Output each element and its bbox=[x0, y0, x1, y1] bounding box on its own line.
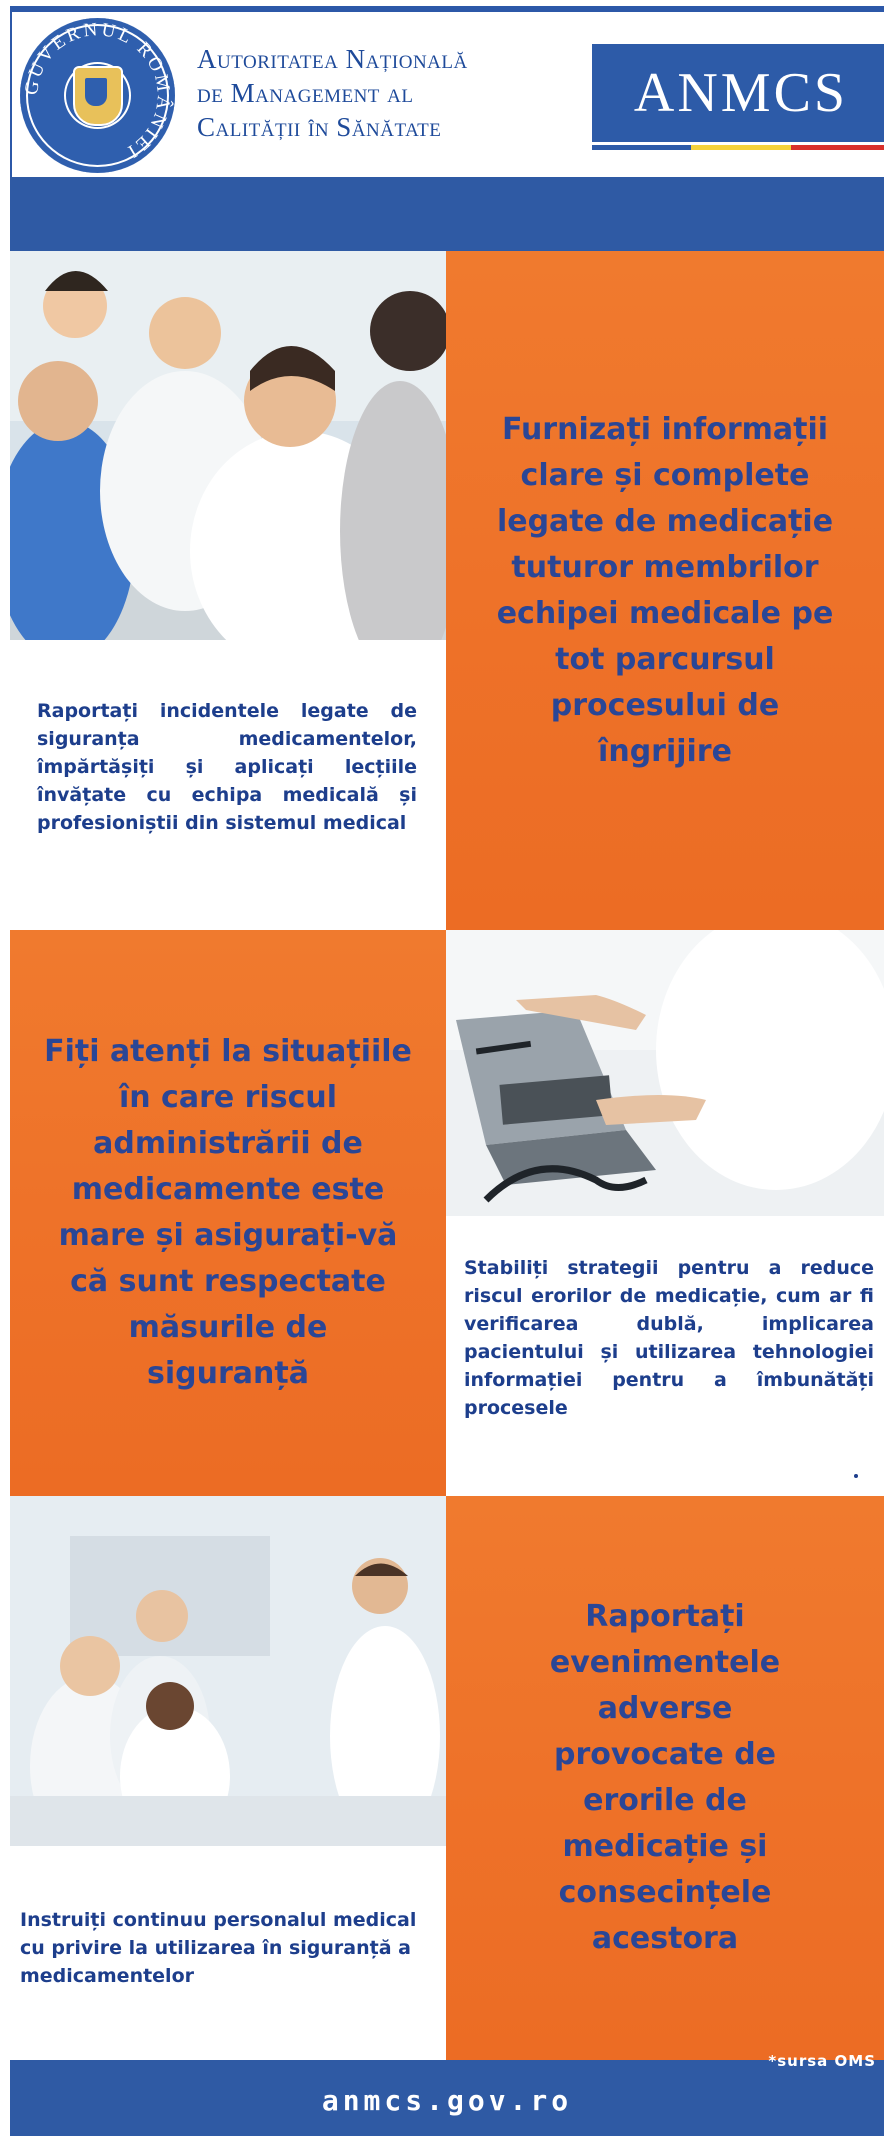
tricolor-stripe bbox=[592, 145, 884, 150]
panel-2-orange bbox=[10, 930, 446, 1496]
panel-1-white-text: Raportați incidentele legate de siguranța medicamentelor, împărtășiți și aplicați lecțiile învățate cu echipa medicală și profesioniștii din sistemul medical bbox=[37, 700, 417, 834]
header-band bbox=[10, 177, 884, 251]
panel-1-white bbox=[10, 640, 446, 930]
panel-1-orange-text: Furnizați informații clare și complete legate de medicație tuturor membrilor echipei medicale pe tot parcursul procesului de îngrijire bbox=[496, 411, 834, 769]
government-seal-logo bbox=[20, 18, 175, 173]
agency-line-2: de Management al bbox=[197, 78, 414, 108]
panel-3-orange bbox=[446, 1496, 884, 2060]
website-link[interactable]: anmcs.gov.ro bbox=[321, 2084, 573, 2117]
panel-1-orange bbox=[446, 251, 884, 930]
panel-3-white bbox=[10, 1846, 446, 2060]
panel-2-white bbox=[446, 1216, 884, 1496]
agency-line-1: Autoritatea Națională bbox=[197, 44, 468, 74]
agency-line-3: Calității în Sănătate bbox=[197, 112, 442, 142]
photo-training-session bbox=[10, 1496, 446, 1846]
header bbox=[10, 12, 884, 177]
source-note: *sursa OMS bbox=[768, 2052, 876, 2070]
panel-2-orange-text: Fiți atenți la situațiile în care riscul administrării de medicamente este mare și asigurați-vă că sunt respectate măsurile de siguranță bbox=[44, 1034, 412, 1391]
agency-name bbox=[197, 42, 617, 144]
photo-laptop-stethoscope bbox=[446, 930, 884, 1216]
panel-2-white-text: Stabiliți strategii pentru a reduce riscul erorilor de medicație, cum ar fi verificarea dublă, implicarea pacientului și utilizarea tehnologiei informației pentru a îmbunătăți procesele bbox=[464, 1257, 874, 1419]
stray-dot bbox=[854, 1474, 858, 1478]
panel-3-orange-text: Raportați evenimentele adverse provocate de erorile de medicație și consecințele acestora bbox=[549, 1599, 781, 1956]
eagle-crest-icon bbox=[73, 66, 123, 126]
anmcs-logo bbox=[592, 44, 884, 142]
photo-medical-team bbox=[10, 251, 446, 640]
logo-text: ANMCS bbox=[633, 62, 849, 124]
svg-text:GUVERNUL ROMÂNIEI: GUVERNUL ROMÂNIEI bbox=[21, 19, 175, 164]
panel-3-white-text: Instruiți continuu personalul medical cu privire la utilizarea în siguranță a medicamentelor bbox=[20, 1909, 417, 1987]
